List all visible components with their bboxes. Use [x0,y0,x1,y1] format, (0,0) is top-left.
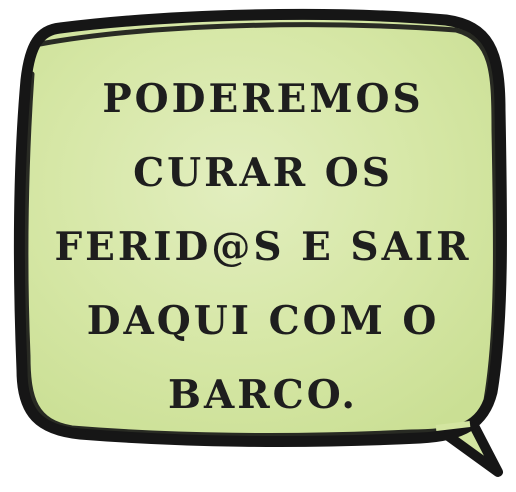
speech-bubble-text [40,62,486,432]
speech-line-5: BARCO. [168,372,358,418]
speech-line-4: DAQUI COM O [86,298,440,344]
speech-line-1: PODEREMOS [102,76,424,122]
speech-line-2: CURAR OS [133,150,393,196]
speech-line-3: FERID@S E SAIR [54,224,472,270]
